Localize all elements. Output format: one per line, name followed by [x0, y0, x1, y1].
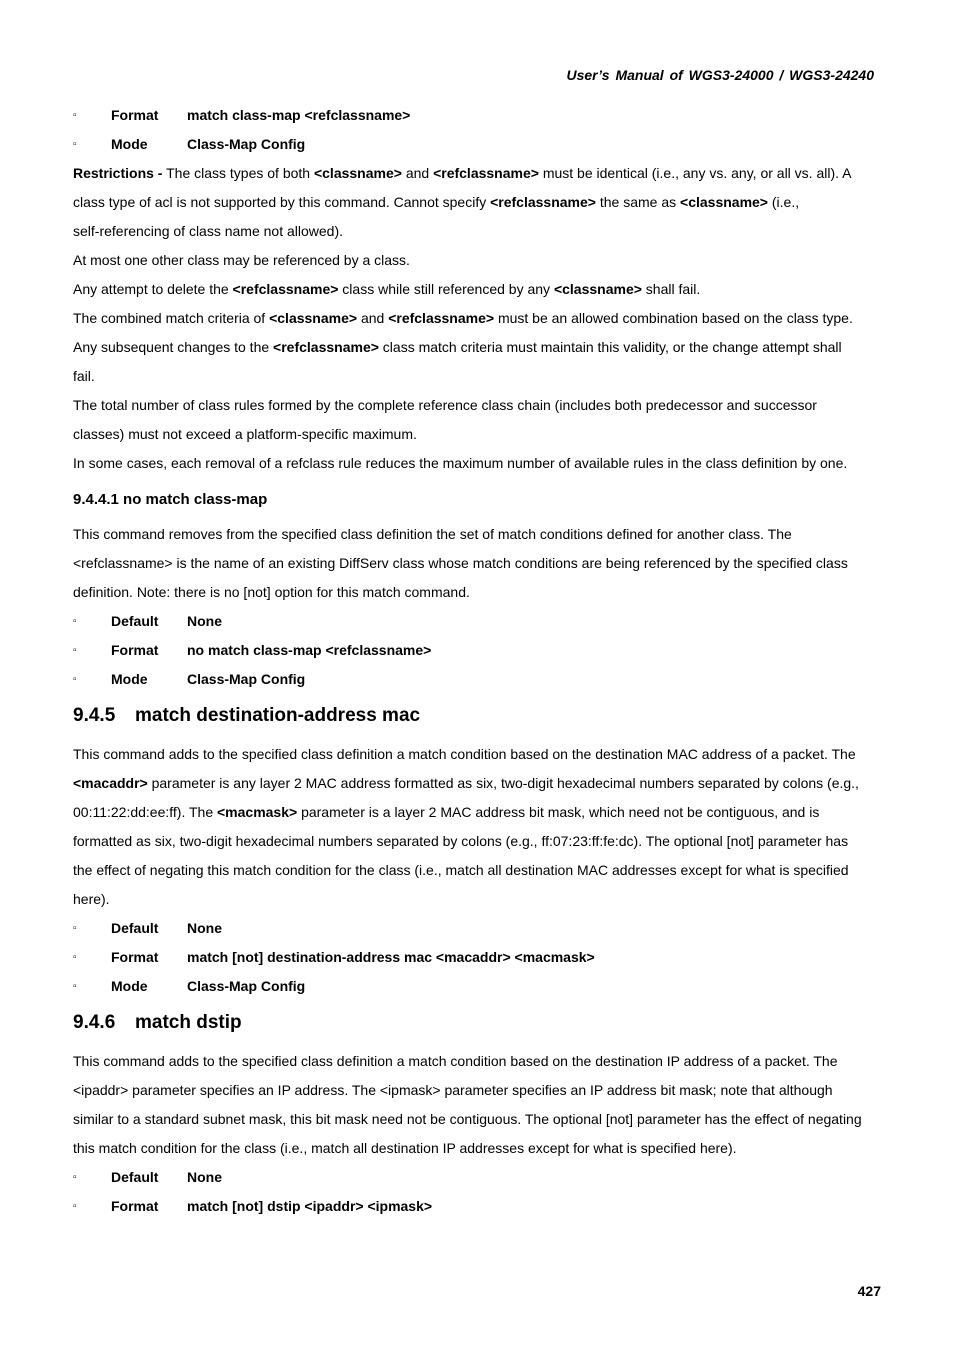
paragraph-line: This command removes from the specified class definition the set of match conditions defined for another class. The — [73, 526, 792, 542]
bullet-value: Class-Map Config — [187, 978, 306, 994]
code: <classname> — [269, 310, 358, 326]
text: The class types of both — [162, 165, 314, 181]
text: must be an allowed combination based on the class type. — [494, 310, 853, 326]
bullet-marker: ▫ — [73, 981, 77, 992]
bullet-format — [73, 943, 885, 972]
bullet-marker: ▫ — [73, 645, 77, 656]
paragraph-line: this match condition for the class (i.e., match all destination IP addresses except for what is specified here). — [73, 1140, 737, 1156]
bullet-marker: ▫ — [73, 1172, 77, 1183]
bullet-marker: ▫ — [73, 139, 77, 150]
page-header: User’s Manual of WGS3-24000 / WGS3-24240 — [566, 67, 874, 83]
bullet-default — [73, 914, 885, 943]
bullet-value: match class-map <refclassname> — [187, 107, 411, 123]
section-heading-946 — [73, 1009, 885, 1037]
bullet-default — [73, 1163, 885, 1192]
text: parameter is any layer 2 MAC address formatted as six, two-digit hexadecimal numbers separated by colons (e.g., — [147, 775, 859, 791]
restrictions-line — [73, 333, 885, 362]
section-title: match dstip — [135, 1012, 242, 1033]
paragraph-line: formatted as six, two-digit hexadecimal numbers separated by colons (e.g., ff:07:23:ff:fe:dc). The optional [not] parameter has — [73, 833, 849, 849]
bullet-key: Default — [111, 1169, 159, 1185]
paragraph-line: similar to a standard subnet mask, this bit mask need not be contiguous. The optional [not] parameter has the effect of negating — [73, 1111, 862, 1127]
restrictions-line: self-referencing of class name not allowed). — [73, 223, 344, 239]
text: Any attempt to delete the — [73, 281, 233, 297]
section-number: 9.4.5 — [73, 705, 116, 726]
bullet-marker: ▫ — [73, 1201, 77, 1212]
bullet-format — [73, 636, 885, 665]
bullet-value: Class-Map Config — [187, 136, 306, 152]
restrictions-line — [73, 275, 885, 304]
restrictions-line — [73, 159, 885, 188]
bullet-mode — [73, 665, 885, 694]
text: class match criteria must maintain this validity, or the change attempt shall — [378, 339, 842, 355]
paragraph-line — [73, 798, 885, 827]
page-number: 427 — [857, 1283, 881, 1299]
bullet-format — [73, 101, 885, 130]
bullet-value: None — [187, 1169, 222, 1185]
bullet-value: match [not] destination-address mac <macaddr> <macmask> — [187, 949, 595, 965]
paragraph-line: <ipaddr> parameter specifies an IP address. The <ipmask> parameter specifies an IP address bit mask; note that although — [73, 1082, 833, 1098]
code: <refclassname> — [388, 310, 495, 326]
bullet-marker: ▫ — [73, 923, 77, 934]
section-number: 9.4.6 — [73, 1012, 116, 1033]
bullet-key: Default — [111, 920, 159, 936]
paragraph-line: definition. Note: there is no [not] option for this match command. — [73, 584, 470, 600]
bullet-marker: ▫ — [73, 674, 77, 685]
code: <refclassname> — [232, 281, 339, 297]
restrictions-label: Restrictions - — [73, 165, 163, 181]
restrictions-line — [73, 304, 885, 333]
code: <macmask> — [217, 804, 298, 820]
bullet-key: Format — [111, 949, 159, 965]
bullet-value: match [not] dstip <ipaddr> <ipmask> — [187, 1198, 433, 1214]
bullet-marker: ▫ — [73, 952, 77, 963]
restrictions-line: At most one other class may be referenced by a class. — [73, 252, 410, 268]
code: <refclassname> — [490, 194, 596, 210]
text: must be identical (i.e., any vs. any, or all vs. all). A — [538, 165, 852, 181]
restrictions-line: In some cases, each removal of a refclass rule reduces the maximum number of available rules in the class definition by one. — [73, 455, 848, 471]
text: class while still referenced by any — [338, 281, 554, 297]
paragraph-line: This command adds to the specified class definition a match condition based on the destination IP address of a packet. The — [73, 1053, 838, 1069]
text: Any subsequent changes to the — [73, 339, 274, 355]
bullet-marker: ▫ — [73, 616, 77, 627]
text: class type of acl is not supported by this command. Cannot specify — [73, 194, 491, 210]
bullet-key: Mode — [111, 978, 148, 994]
bullet-mode — [73, 130, 885, 159]
section-title: match destination-address mac — [135, 705, 421, 726]
code: <classname> — [680, 194, 768, 210]
bullet-key: Mode — [111, 671, 148, 687]
text: the same as — [595, 194, 681, 210]
text: 00:11:22:dd:ee:ff). The — [73, 804, 217, 820]
restrictions-line: The total number of class rules formed by the complete reference class chain (includes both predecessor and successor — [73, 397, 817, 413]
bullet-key: Mode — [111, 136, 148, 152]
restrictions-line: fail. — [73, 368, 95, 384]
restrictions-line: classes) must not exceed a platform-specific maximum. — [73, 426, 417, 442]
text: shall fail. — [641, 281, 701, 297]
bullet-value: Class-Map Config — [187, 671, 306, 687]
text: and — [357, 310, 389, 326]
bullet-key: Format — [111, 1198, 159, 1214]
text: (i.e., — [767, 194, 800, 210]
code: <refclassname> — [273, 339, 379, 355]
text: and — [401, 165, 434, 181]
bullet-key: Format — [111, 107, 159, 123]
bullet-value: None — [187, 613, 222, 629]
text: The combined match criteria of — [73, 310, 270, 326]
restrictions-line — [73, 188, 885, 217]
bullet-key: Format — [111, 642, 159, 658]
bullet-value: no match class-map <refclassname> — [187, 642, 432, 658]
code: <macaddr> — [73, 775, 148, 791]
bullet-format — [73, 1192, 885, 1221]
code: <refclassname> — [433, 165, 539, 181]
code: <classname> — [553, 281, 642, 297]
paragraph-line — [73, 769, 885, 798]
bullet-value: None — [187, 920, 222, 936]
paragraph-line: <refclassname> is the name of an existing DiffServ class whose match conditions are being referenced by the specified class — [73, 555, 848, 571]
paragraph-line: This command adds to the specified class definition a match condition based on the destination MAC address of a packet. The — [73, 746, 856, 762]
page-content — [73, 101, 885, 1221]
section-heading-945 — [73, 702, 885, 730]
paragraph-line: here). — [73, 891, 110, 907]
section-heading-9441: 9.4.4.1 no match class-map — [73, 491, 268, 508]
paragraph-line: the effect of negating this match condition for the class (i.e., match all destination MAC addresses except for what is specified — [73, 862, 849, 878]
text: parameter is a layer 2 MAC address bit mask, which need not be contiguous, and is — [297, 804, 820, 820]
bullet-default — [73, 607, 885, 636]
bullet-mode — [73, 972, 885, 1001]
bullet-key: Default — [111, 613, 159, 629]
code: <classname> — [313, 165, 402, 181]
bullet-marker: ▫ — [73, 110, 77, 121]
